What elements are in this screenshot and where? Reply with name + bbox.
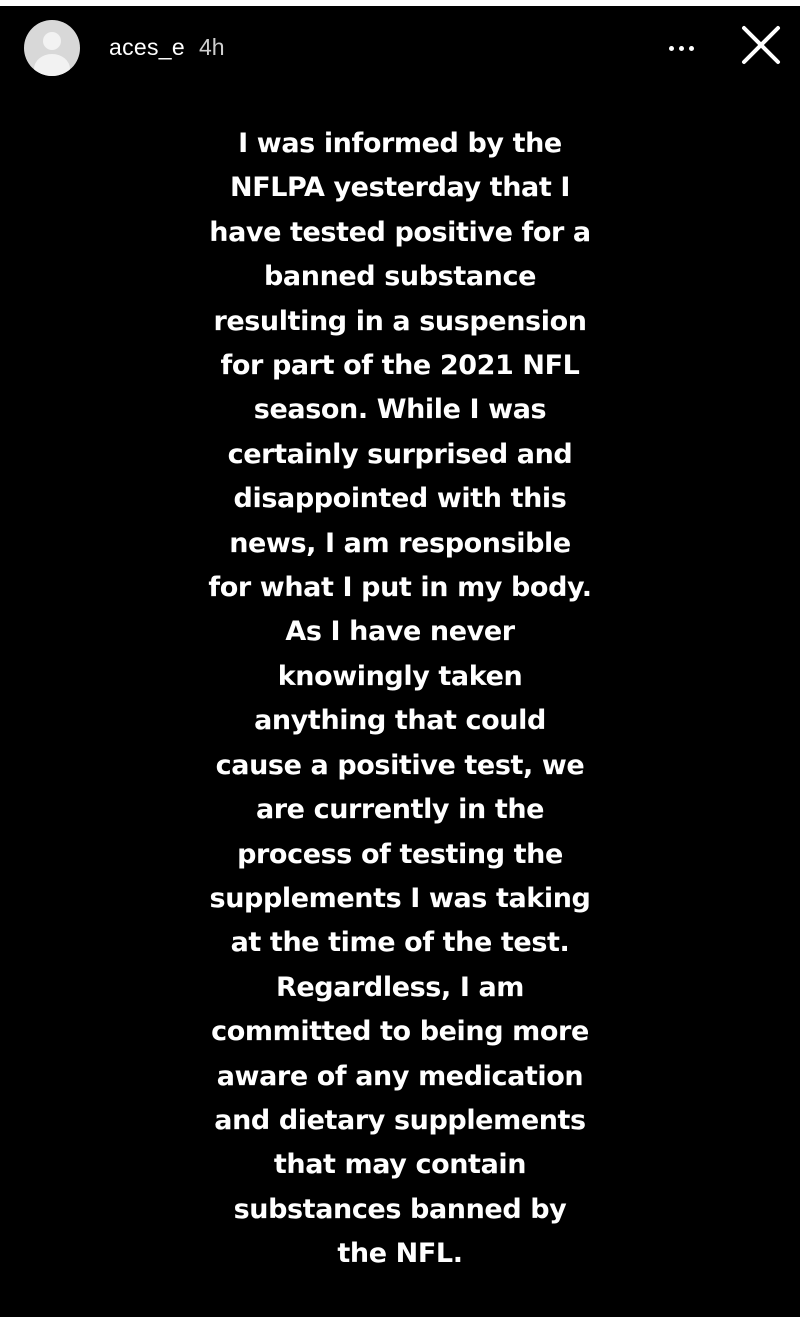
story-text-line: cause a positive test, we: [215, 749, 585, 781]
story-text-line: committed to being more: [211, 1016, 589, 1048]
story-text-line: news, I am responsible: [229, 527, 571, 559]
story-text-line: have tested positive for a: [209, 216, 591, 248]
story-text-line: I was informed by the: [238, 128, 562, 159]
story-text-line: anything that could: [254, 705, 546, 737]
story-text-line: for part of the 2021 NFL: [220, 350, 580, 382]
story-text-line: knowingly taken: [277, 660, 523, 692]
avatar[interactable]: [24, 20, 80, 76]
story-text-line: As I have never: [285, 616, 515, 648]
story-text-line: disappointed with this: [233, 483, 567, 515]
story-text-line: resulting in a suspension: [213, 305, 587, 337]
more-options-button[interactable]: [660, 30, 704, 66]
story-text-line: season. While I was: [253, 394, 547, 426]
default-avatar-icon: [43, 32, 61, 50]
story-text-line: certainly surprised and: [227, 438, 573, 470]
close-icon: [736, 20, 786, 70]
story-text-line: the NFL.: [337, 1238, 463, 1270]
story-progress-bar: [0, 0, 800, 6]
story-text-line: aware of any medication: [216, 1060, 584, 1092]
story-text-line: supplements I was taking: [209, 882, 591, 914]
story-text-line: for what I put in my body.: [208, 572, 592, 604]
username[interactable]: aces_e: [109, 34, 185, 60]
story-text-line: Regardless, I am: [275, 971, 525, 1003]
story-text-line: banned substance: [264, 261, 536, 293]
story-text-line: substances banned by: [233, 1193, 567, 1225]
story-text-line: process of testing the: [237, 838, 563, 870]
close-button[interactable]: [736, 20, 786, 70]
story-text-line: that may contain: [273, 1149, 527, 1181]
story-text-line: are currently in the: [255, 794, 545, 826]
default-avatar-body: [34, 54, 70, 76]
story-timestamp: 4h: [199, 34, 225, 60]
story-text-line: and dietary supplements: [214, 1104, 586, 1136]
story-text-line: NFLPA yesterday that I: [230, 172, 570, 204]
story-text: [150, 122, 650, 1277]
story-text-line: at the time of the test.: [230, 927, 570, 959]
story-progress-fill: [0, 0, 800, 6]
story-header: [0, 20, 800, 76]
